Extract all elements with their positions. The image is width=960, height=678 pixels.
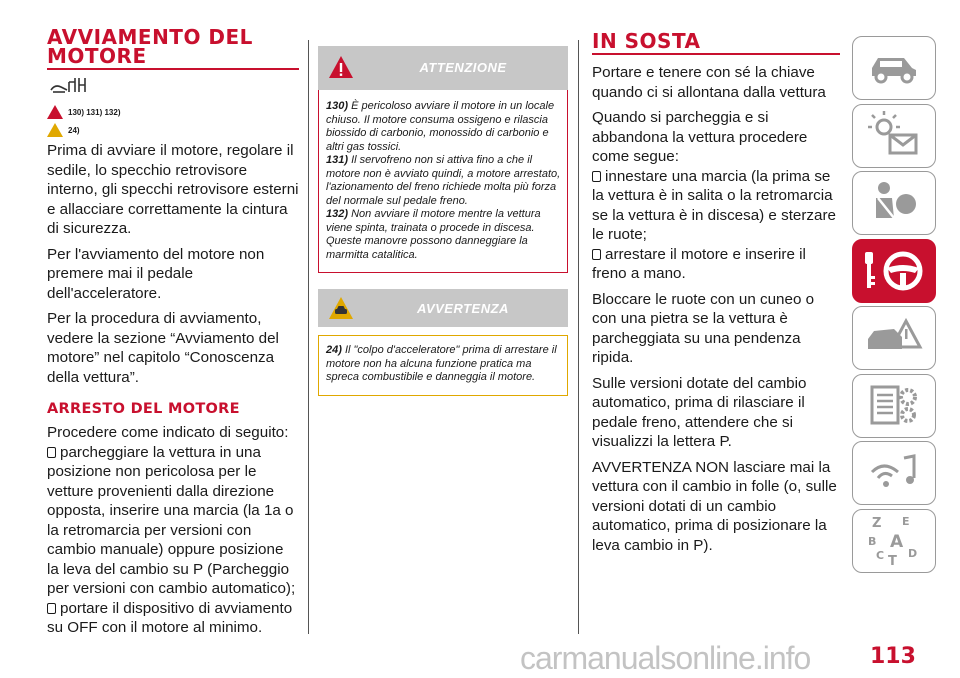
index-letter: B <box>868 534 877 548</box>
index-icon <box>862 513 926 569</box>
key-steering-wheel-icon <box>859 246 929 296</box>
index-letter: Z <box>872 515 882 531</box>
tab-maintenance[interactable] <box>852 374 936 438</box>
bullet-item <box>47 599 299 638</box>
ref-number: 132) <box>326 208 349 220</box>
note-triangle-icon <box>47 123 63 137</box>
column-divider <box>308 40 309 634</box>
warning-131 <box>326 154 561 208</box>
multimedia-icon <box>864 448 924 498</box>
warning-refs-text: 130) 131) 132) <box>68 107 121 117</box>
index-letter: A <box>890 531 904 552</box>
note-24 <box>326 344 561 385</box>
avvertenza-body <box>318 335 568 396</box>
section-title-avviamento <box>47 25 299 70</box>
ref-number: 130) <box>326 100 349 112</box>
warning-text: È pericoloso avviare il motore in un locale chiuso. Il motore consuma ossigeno e rilascia biossido di carbonio, monossido di carbonio e altri gas tossici. <box>326 100 555 153</box>
warning-130 <box>326 100 561 154</box>
watermark: carmanualsonline.info <box>520 640 811 676</box>
note-refs <box>47 123 299 137</box>
tab-index[interactable] <box>852 509 936 573</box>
paragraph: Per la procedura di avviamento, vedere la sezione “Avviamento del motore” nel capitolo “Conoscenza della vettura”. <box>47 310 279 386</box>
page-number: 113 <box>870 644 916 669</box>
ref-number: 24) <box>326 344 342 356</box>
note-refs-text: 24) <box>68 125 80 135</box>
bullet-item <box>592 167 840 245</box>
paragraph: Bloccare le ruote con un cuneo o con una pietra se la vettura è parcheggiata su una pendenza ripida. <box>592 290 815 366</box>
paragraph: Quando si parcheggia e si abbandona la vettura procedere come segue: <box>592 109 808 165</box>
title-line-2: MOTORE <box>47 44 147 68</box>
bullet-icon <box>47 603 56 614</box>
subtitle-arresto: ARRESTO DEL MOTORE <box>47 401 240 417</box>
tab-starting-driving[interactable] <box>852 239 936 303</box>
tab-car[interactable] <box>852 36 936 100</box>
column-starting <box>47 25 299 644</box>
warning-triangle-icon <box>47 105 63 119</box>
warning-text: Non avviare il motore mentre la vettura viene spinta, trainata o procede in discesa. Queste manovre possono danneggiare la marmitta catalitica. <box>326 208 541 261</box>
paragraph: Prima di avviare il motore, regolare il sedile, lo specchio retrovisore interno, gli specchi retrovisore esterni e allacciare correttamente la cintura di sicurezza. <box>47 142 299 237</box>
index-letter: C <box>876 548 885 562</box>
bullet-text: arrestare il motore e inserire il freno a mano. <box>592 245 806 282</box>
attenzione-body <box>318 90 568 273</box>
ref-number: 131) <box>326 154 349 166</box>
note-text: Il "colpo d'acceleratore" prima di arrestare il motore non ha alcuna funzione pratica ma spreca combustibile e danneggia il motore. <box>326 344 557 383</box>
car-icon <box>864 46 924 90</box>
attenzione-header <box>318 46 568 90</box>
column-boxes <box>318 46 568 396</box>
attenzione-title: ATTENZIONE <box>419 60 507 75</box>
car-hazard-icon <box>862 313 926 363</box>
bullet-item <box>47 443 299 599</box>
paragraph: Sulle versioni dotate del cambio automatico, prima di rilasciare il pedale freno, attendere che si visualizzi la lettera P. <box>592 374 807 450</box>
index-letter: T <box>888 553 897 569</box>
paragraph: Per l'avviamento del motore non premere mai il pedale dell'acceleratore. <box>47 245 265 302</box>
bullet-item <box>592 245 840 284</box>
avvertenza-header <box>318 289 568 327</box>
bullet-text: innestare una marcia (la prima se la vettura è in salita o la retromarcia se la vettura è in discesa) e sterzare le ruote; <box>592 167 836 243</box>
index-letter: D <box>908 546 918 560</box>
tab-dashboard-lights[interactable] <box>852 104 936 168</box>
tab-safety[interactable] <box>852 171 936 235</box>
index-letter: E <box>902 514 910 528</box>
paragraph: Portare e tenere con sé la chiave quando ci si allontana dalla vettura <box>592 64 826 101</box>
bullet-icon <box>592 249 601 260</box>
paragraph: AVVERTENZA NON lasciare mai la vettura con il cambio in folle (o, sulle versioni dotati di un cambio automatico, prima di posizionare la leva cambio in P). <box>592 458 837 554</box>
bullet-text: parcheggiare la vettura in una posizione non pericolosa per le vetture provenienti dalla direzione opposta, inserire una marcia (la 1a o la retromarcia per versioni con cambio manuale) oppure posizione la leva del cambio su P (Parcheggio per versioni con cambio automatico); <box>47 443 296 597</box>
manual-transmission-icon <box>49 74 299 101</box>
dashboard-lights-icon <box>864 111 924 161</box>
bullet-icon <box>47 447 56 458</box>
tab-emergency[interactable] <box>852 306 936 370</box>
paragraph: Procedere come indicato di seguito: <box>47 424 289 441</box>
title-line-1: AVVIAMENTO DEL <box>47 25 253 49</box>
bullet-text: portare il dispositivo di avviamento su OFF con il motore al minimo. <box>47 599 293 636</box>
warning-132 <box>326 208 561 262</box>
column-parking <box>592 29 840 561</box>
warning-refs <box>47 105 299 119</box>
maintenance-icon <box>864 381 924 431</box>
warning-text: Il servofreno non si attiva fino a che il motore non è avviato quindi, a motore arrestato, l'azionamento del freno richiede molta più forza del normale sul pedale freno. <box>326 154 561 207</box>
tab-multimedia[interactable] <box>852 441 936 505</box>
seatbelt-airbag-icon <box>864 178 924 228</box>
chapter-tabs <box>852 36 938 576</box>
avvertenza-title: AVVERTENZA <box>417 301 509 316</box>
bullet-icon <box>592 171 601 182</box>
column-divider <box>578 40 579 634</box>
section-title-in-sosta: IN SOSTA <box>592 32 840 55</box>
